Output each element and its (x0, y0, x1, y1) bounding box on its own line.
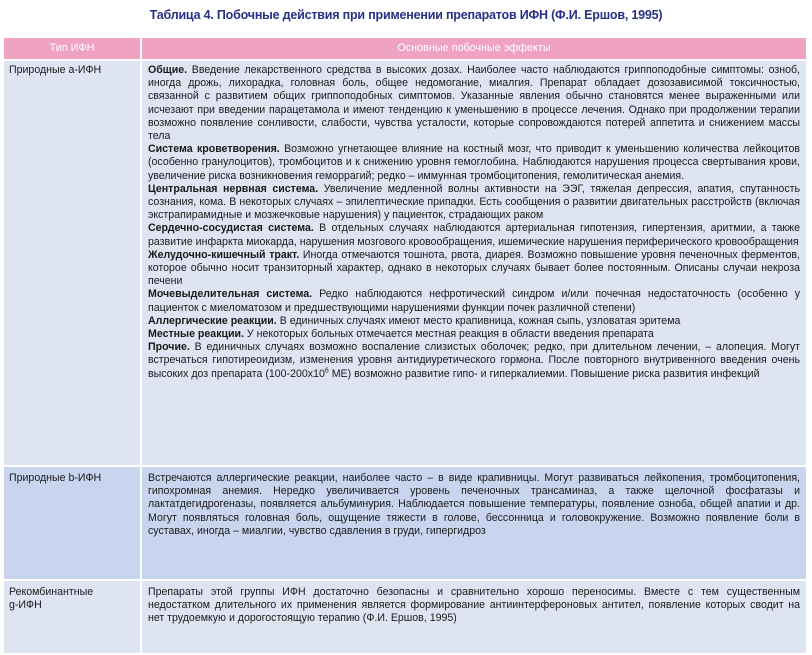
section-text: В единичных случаях имеют место крапивница, кожная сыпь, узловатая эритема (276, 314, 681, 327)
section-heading: Центральная нервная система. (148, 182, 319, 195)
section-heading: Местные реакции. (148, 328, 244, 341)
side-effects-cell (141, 60, 807, 466)
section-text: В единичных случаях возможно воспаление слизистых оболочек; редко, при длительном лечении, – алопеция. Могут встречаться гипотиреоидизм, изменения уровня антидиуретического гормона. После повторного внутривенного введения очень высоких доз препарата (100-200x10 (148, 341, 800, 380)
section-heading: Сердечно-сосудистая система. (148, 222, 314, 235)
section-text: Возможно угнетающее влияние на костный мозг, что приводит к уменьшению количества лейкоцитов (особенно гранулоцитов), тромбоцитов и к снижению уровня гемоглобина. Наблюдаются нарушения процесса свертывания крови, увеличение риска возникновения геморрагий; редко – иммунная тромбоцитопения, гемолитическая анемия. (148, 143, 800, 182)
ifn-type-line: Рекомбинантные (9, 586, 94, 598)
section-text-continued: МЕ) возможно развитие гипо- и гиперкалиемии. Повышение риска развития инфекций (328, 367, 760, 380)
ifn-type-cell: Природные a-ИФН (4, 60, 141, 466)
table-row (4, 580, 807, 654)
section-urinary (148, 288, 800, 314)
section-hematopoietic (148, 143, 800, 183)
section-cns (148, 183, 800, 223)
section-heading: Аллергические реакции. (148, 314, 277, 327)
table-title: Таблица 4. Побочные действия при применении препаратов ИФН (Ф.И. Ершов, 1995) (149, 8, 663, 22)
section-text: У некоторых больных отмечается местная реакция в области введения препарата (243, 328, 654, 341)
section-heading: Общие. (148, 64, 188, 76)
section-text: В отдельных случаях наблюдаются артериальная гипотензия, гипертензия, аритмии, а также развитие инфаркта миокарда, нарушения мозгового кровообращения, ишемические нарушения периферического кровообращения (148, 222, 800, 248)
header-ifn-type: Тип ИФН (4, 38, 141, 60)
section-gastrointestinal (148, 249, 800, 289)
exponent: 6 (324, 367, 329, 375)
section-text: Редко наблюдаются нефротический синдром и/или почечная недостаточность (особенно у пациенток с миеломатозом и предшествующими нарушениями функции почек различной степени) (148, 288, 800, 314)
ifn-type-cell: Природные b-ИФН (4, 466, 141, 580)
section-heading: Система кроветворения. (148, 143, 280, 156)
side-effects-cell: Препараты этой группы ИФН достаточно безопасны и сравнительно хорошо переносимы. Вместе с тем существенным недостатком длительного их применения является формирование антиинтерфероновых антител, появление которых сводит на нет трудоемкую и дорогостоящую терапию (Ф.И. Ершов, 1995) (141, 580, 807, 654)
section-general (148, 64, 800, 143)
table-row (4, 466, 807, 580)
section-allergic (148, 315, 800, 328)
ifn-type-line: g-ИФН (9, 599, 42, 612)
section-heading: Желудочно-кишечный тракт. (148, 248, 300, 261)
section-other (148, 341, 800, 381)
header-side-effects: Основные побочные эффекты (141, 38, 807, 60)
section-heading: Мочевыделительная система. (148, 288, 313, 301)
table-row (4, 60, 807, 466)
section-text: Увеличение медленной волны активности на ЭЭГ, тяжелая депрессия, апатия, спутанность сознания, кома. В некоторых случаях – эпилептические припадки. Есть сообщения о развитии двигательных расстройств (включая экстрапирамидные и мозжечковые нарушения) у пациенток, страдающих раком (148, 182, 800, 222)
section-local (148, 328, 800, 341)
side-effects-cell: Встречаются аллергические реакции, наиболее часто – в виде крапивницы. Могут развиваться лейкопения, тромбоцитопения, гипохромная анемия. Нередко увеличивается уровень печеночных трансаминаз, а также щелочной фосфатазы и лактатдегидрогеназы, появляется альбуминурия. Наблюдается повышение температуры, появление озноба, общей апатии и др. Могут появляться головная боль, ощущение тяжести в голове, бессонница и головокружение. Возможно появление боли в суставах, иногда – миалгии, чувство сдавления в груди, гипергидроз (141, 466, 807, 580)
section-text: Введение лекарственного средства в высоких дозах. Наиболее часто наблюдаются гриппоподобные симптомы: озноб, иногда дрожь, лихорадка, головная боль, общее недомогание, миалгия. Препарат обладает дозозависимой токсичностью, связанной с развитием общих гриппоподобных симптомов. Указанные явления обычно становятся менее выраженными или исчезают при введении парацетамола и имеют тенденцию к уменьшению в процессе лечения. Однако при продолжении терапии возможно появление сонливости, слабости, чувства усталости, которые сопровождаются потерей аппетита и снижением массы тела (148, 64, 800, 143)
side-effects-table (4, 38, 808, 655)
table-header-row (4, 38, 807, 60)
ifn-type-cell (4, 580, 141, 654)
section-cardiovascular (148, 222, 800, 248)
section-text: Иногда отмечаются тошнота, рвота, диарея. Возможно повышение уровня печеночных ферментов, которое обычно носит транзиторный характер, однако в некоторых случаях бывает более постоянным. Описаны случаи некроза печени (148, 248, 800, 288)
section-heading: Прочие. (148, 341, 190, 354)
